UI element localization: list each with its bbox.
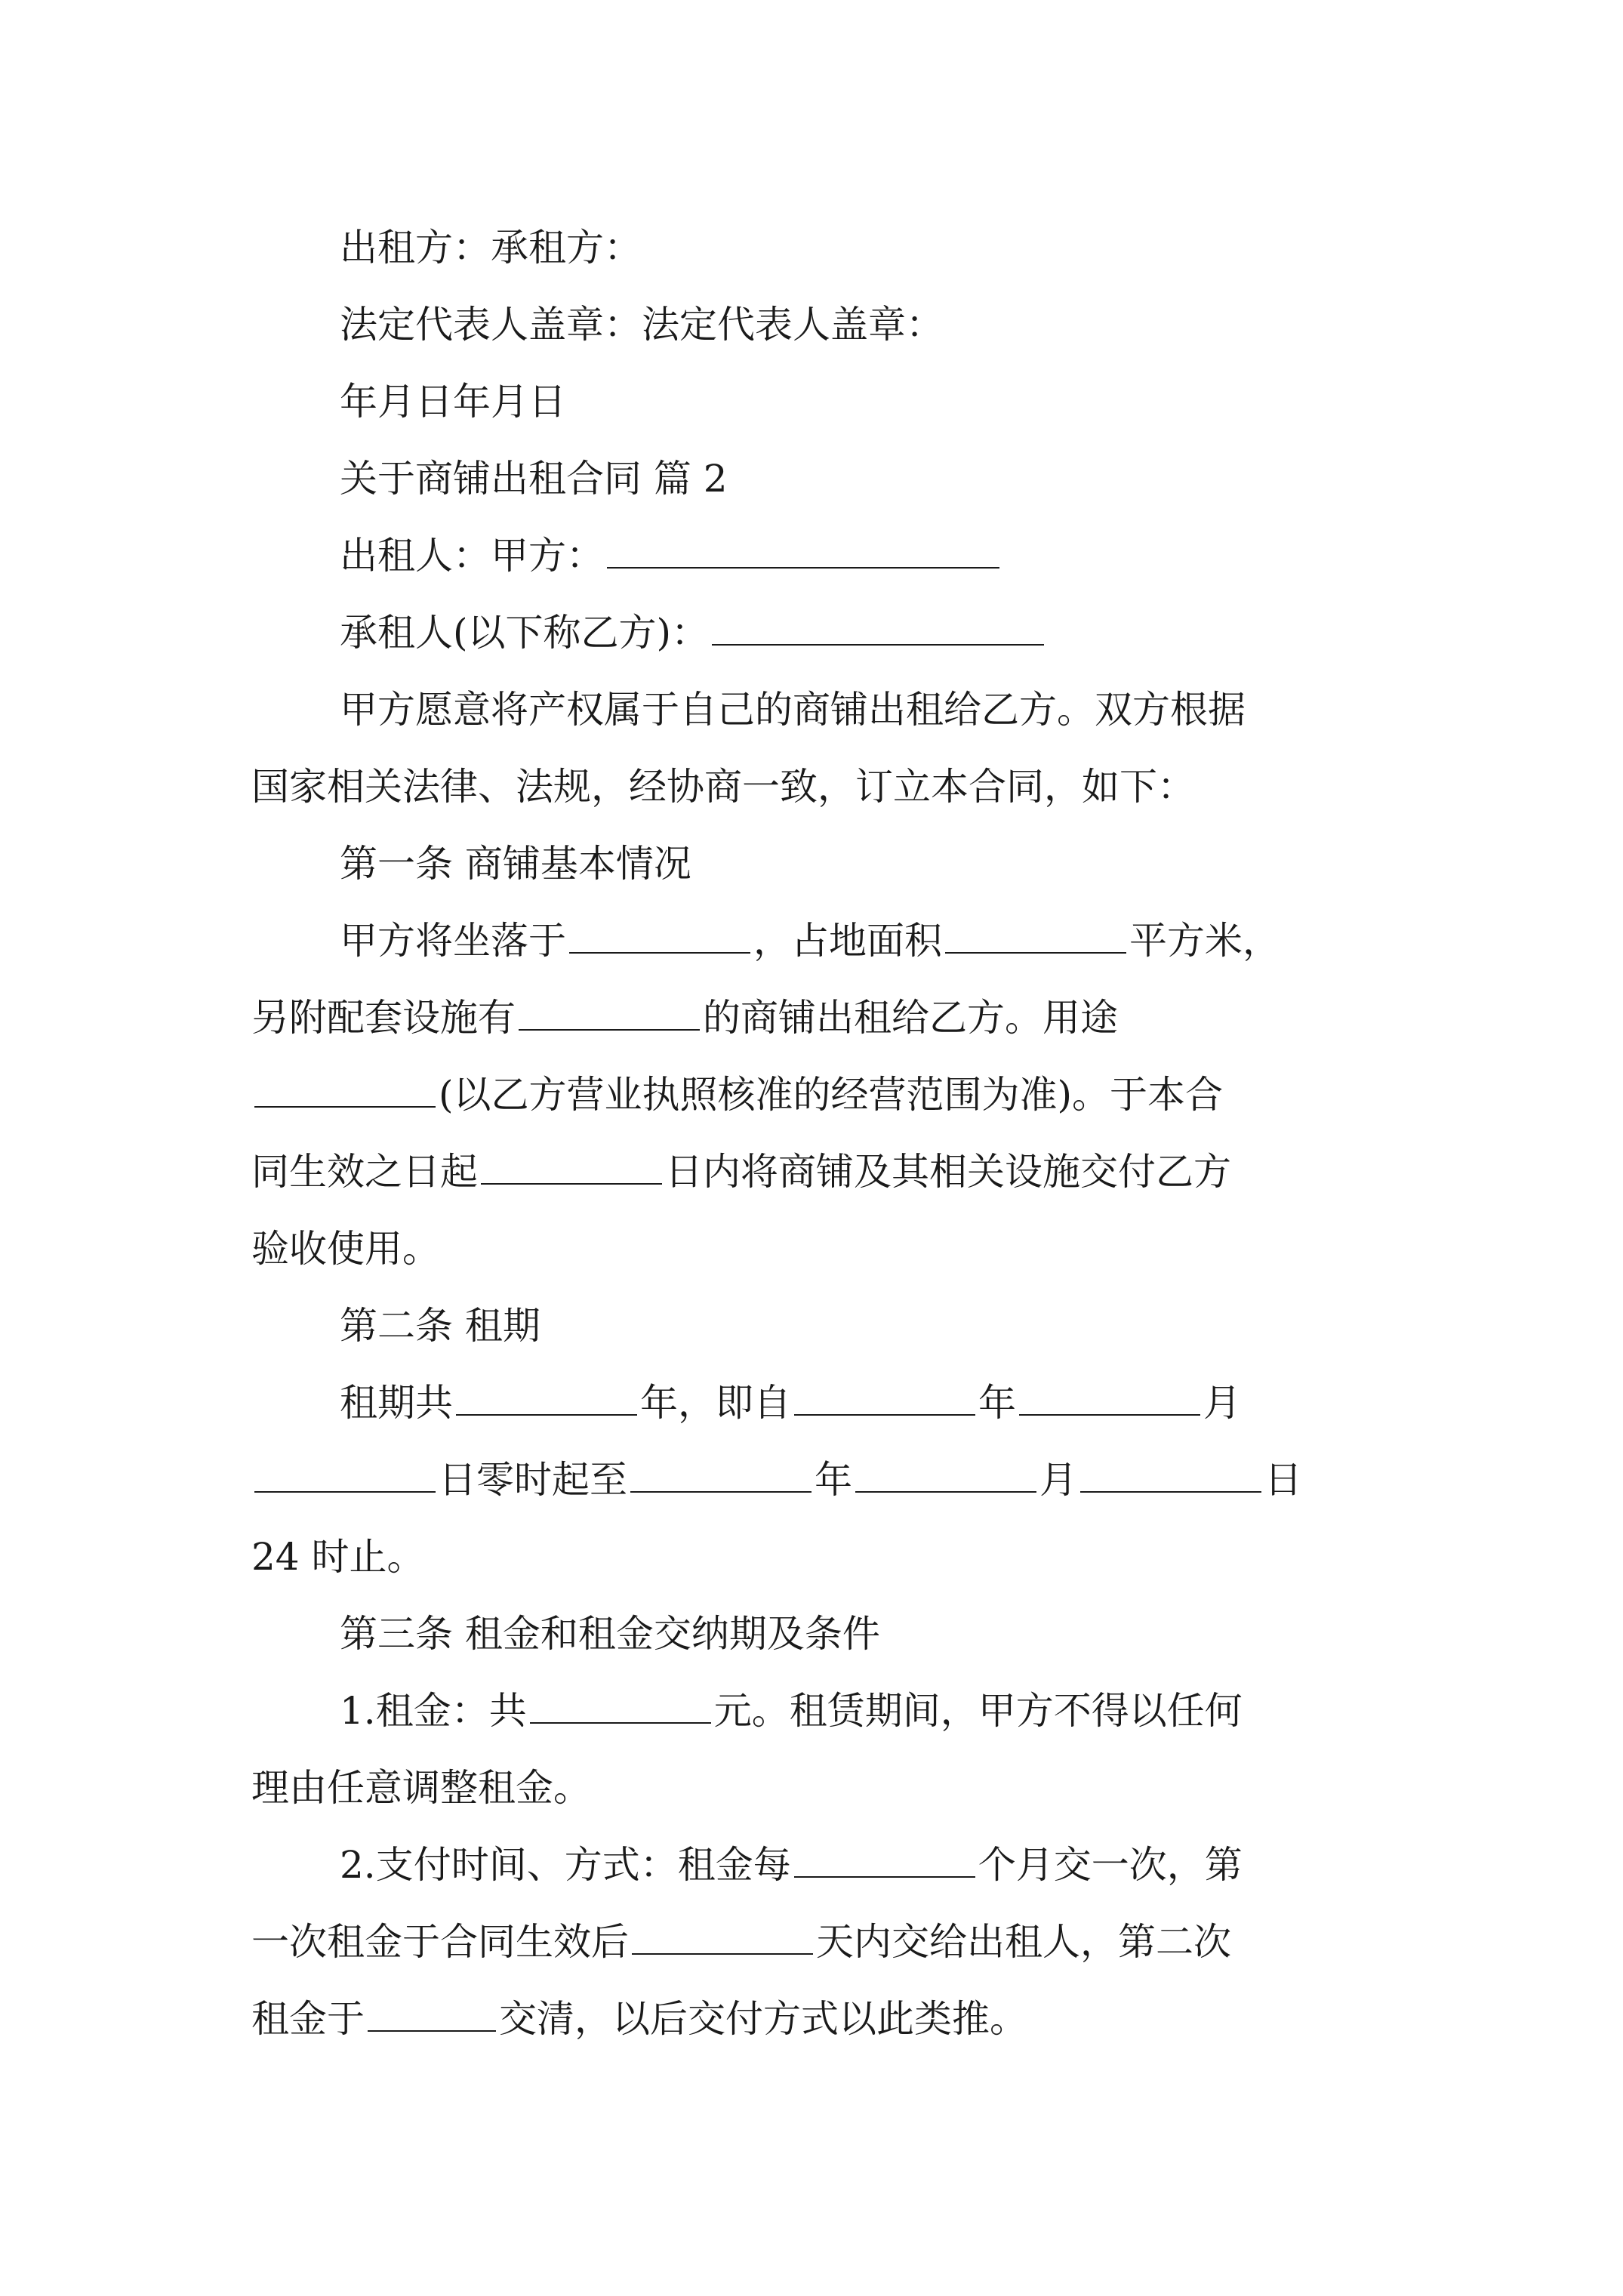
lessor-line: 出租人：甲方： xyxy=(340,533,1002,578)
fill-blank xyxy=(632,1920,813,1955)
article-2-line-2: 日零时起至 年 月 日 xyxy=(251,1457,1302,1502)
article-3-item-2-line-3: 租金于 交清，以后交付方式以此类推。 xyxy=(251,1997,1027,2041)
article-1-line-4: 同生效之日起 日内将商铺及其相关设施交付乙方 xyxy=(251,1150,1231,1194)
article-1-line-3: (以乙方营业执照核准的经营范围为准)。于本合 xyxy=(251,1072,1223,1117)
fill-blank xyxy=(519,996,700,1031)
fill-blank xyxy=(712,611,1044,646)
article-3-item-1-line-2: 理由任意调整租金。 xyxy=(251,1766,591,1810)
fill-blank xyxy=(855,1458,1036,1493)
fill-blank xyxy=(794,1843,975,1878)
signature-date-line: 年月日年月日 xyxy=(340,380,566,424)
fill-blank xyxy=(569,919,750,954)
fill-blank xyxy=(630,1458,812,1493)
article-3-item-2-line-1: 2.支付时间、方式：租金每 个月交一次，第 xyxy=(340,1843,1243,1887)
article-3-item-1-line-1: 1.租金：共 元。租赁期间，甲方不得以任何 xyxy=(340,1689,1243,1733)
fill-blank xyxy=(254,1458,436,1493)
section-heading: 关于商铺出租合同 篇 2 xyxy=(340,457,728,501)
article-3-title: 第三条 租金和租金交纳期及条件 xyxy=(340,1612,880,1656)
intro-line-2: 国家相关法律、法规，经协商一致，订立本合同，如下： xyxy=(251,765,1195,809)
fill-blank xyxy=(1019,1381,1200,1416)
article-1-line-2: 另附配套设施有 的商铺出租给乙方。用途 xyxy=(251,996,1118,1040)
article-2-line-1: 租期共 年，即自 年 月 xyxy=(340,1381,1241,1425)
article-2-line-3: 24 时止。 xyxy=(251,1535,425,1579)
signature-seal-line: 法定代表人盖章：法定代表人盖章： xyxy=(340,303,944,347)
fill-blank xyxy=(607,534,999,569)
lessee-line: 承租人(以下称乙方)： xyxy=(340,610,1047,655)
article-2-title: 第二条 租期 xyxy=(340,1304,540,1348)
fill-blank xyxy=(368,1997,496,2032)
fill-blank xyxy=(945,919,1126,954)
article-1-line-5: 验收使用。 xyxy=(251,1227,440,1271)
fill-blank xyxy=(456,1381,637,1416)
fill-blank xyxy=(481,1150,662,1185)
article-3-item-2-line-2: 一次租金于合同生效后 天内交给出租人，第二次 xyxy=(251,1920,1231,1964)
intro-line-1: 甲方愿意将产权属于自己的商铺出租给乙方。双方根据 xyxy=(340,688,1246,732)
fill-blank xyxy=(254,1073,436,1108)
fill-blank xyxy=(530,1689,711,1724)
signature-lessor-line: 出租方：承租方： xyxy=(340,226,642,270)
article-1-title: 第一条 商铺基本情况 xyxy=(340,842,691,886)
fill-blank xyxy=(1080,1458,1261,1493)
fill-blank xyxy=(794,1381,975,1416)
article-1-line-1: 甲方将坐落于 ，占地面积 平方米， xyxy=(340,919,1280,963)
